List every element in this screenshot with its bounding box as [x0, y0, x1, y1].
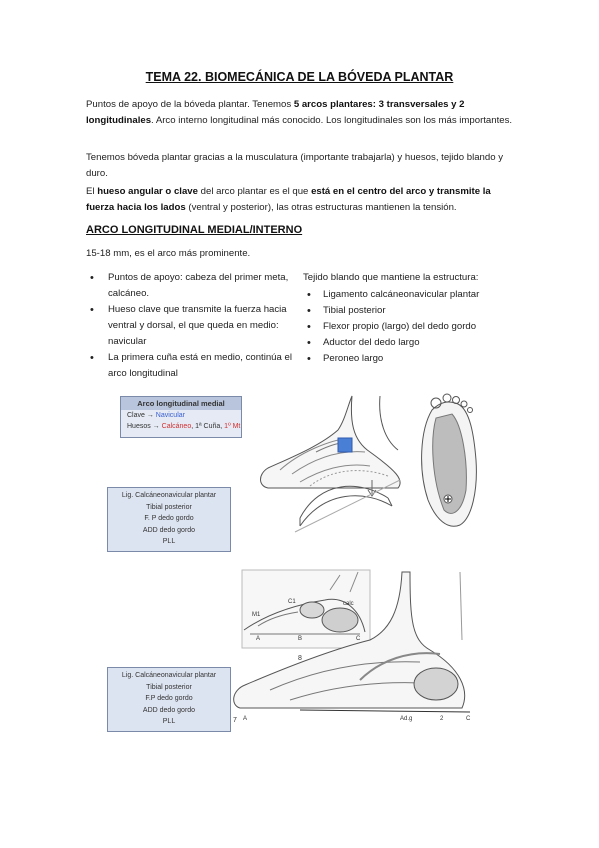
huesos-calcaneo: Calcáneo	[161, 423, 192, 430]
paragraph-hueso-bold-b: hueso angular o clave	[97, 186, 198, 197]
list-item: • Flexor propio (largo) del dedo gordo	[303, 319, 533, 335]
list-item: • Tibial posterior	[303, 303, 533, 319]
paragraph-hueso-text-c: del arco plantar es el que	[197, 186, 312, 197]
label-calc-upper: calc	[343, 601, 354, 607]
right-list-intro: Tejido blando que mantiene la estructura:	[303, 272, 479, 283]
list-item: • Aductor del dedo largo	[303, 335, 533, 351]
clave-value: Navicular	[155, 412, 185, 419]
paragraph-boveda: Tenemos bóveda plantar gracias a la musculatura (importante trabajarla) y huesos, tejido blando y duro.	[86, 152, 504, 179]
paragraph-hueso-bold-d: está en el centro del arco y transmite la fuerza hacia los lados	[86, 186, 491, 213]
list-item: • La primera cuña está en medio, continúa el arco longitudinal	[86, 350, 296, 382]
tissue-box-2-item: F.P dedo gordo	[145, 695, 193, 702]
label-a-lower: A	[243, 716, 248, 722]
label-b-upper: B	[298, 636, 303, 642]
clave-label: Clave →	[127, 412, 154, 419]
paragraph-arcs-text-c: . Arco interno longitudinal más conocido. Los longitudinales son los más importantes.	[151, 115, 513, 126]
tissue-box-2-item: Tibial posterior	[146, 683, 192, 691]
list-item: • Ligamento calcáneonavicular plantar	[303, 287, 533, 303]
huesos-mt: 1º Mt	[224, 423, 241, 430]
tissue-box-1-item: Tibial posterior	[146, 503, 192, 511]
label-2: 2	[440, 716, 444, 722]
foot-sole-view-illustration	[422, 394, 477, 526]
figure-number-8: 8	[298, 655, 302, 662]
arch-header-title: Arco longitudinal medial	[121, 397, 241, 410]
paragraph-hueso-text-a: El	[86, 186, 98, 197]
section-heading: ARCO LONGITUDINAL MEDIAL/INTERNO	[86, 224, 303, 236]
navicular-highlight	[338, 438, 352, 452]
label-m1: M1	[252, 612, 261, 618]
paragraph-arcs-text-a: Puntos de apoyo de la bóveda plantar. Tenemos	[86, 99, 294, 110]
arc-intro: 15-18 mm, es el arco más prominente.	[86, 248, 251, 259]
label-c-upper: C	[356, 636, 361, 642]
foot-bones-diagram	[242, 570, 370, 648]
document-title: TEMA 22. BIOMECÁNICA DE LA BÓVEDA PLANTAR	[145, 70, 454, 84]
paragraph-arcs-bold: 5 arcos plantares: 3 transversales y 2 longitudinales	[86, 99, 465, 126]
list-item: • Puntos de apoyo: cabeza del primer meta, calcáneo.	[86, 270, 296, 302]
tissue-box-2-item: Lig. Calcáneonavicular plantar	[121, 672, 217, 679]
tissue-box-1-item: F. P dedo gordo	[144, 515, 194, 522]
tissue-box-1-item: ADD dedo gordo	[142, 526, 196, 534]
label-c-lower: C	[466, 716, 471, 722]
label-ad-g: Ad.g	[400, 716, 413, 722]
list-item: • Hueso clave que transmite la fuerza hacia ventral y dorsal, el que queda en medio: navicular	[86, 302, 296, 350]
list-item: • Peroneo largo	[303, 351, 533, 367]
tissue-box-2-item: PLL	[162, 718, 176, 725]
figure-number-7: 7	[233, 717, 237, 724]
tissue-box-2-item: ADD dedo gordo	[142, 706, 196, 714]
label-c1: C1	[288, 599, 296, 605]
label-a-upper: A	[256, 636, 261, 642]
tissue-box-1-item: Lig. Calcáneonavicular plantar	[121, 492, 217, 499]
huesos-cuna: , 1ª Cuña,	[191, 423, 225, 430]
foot-side-view-illustration	[261, 396, 401, 488]
paragraph-hueso-text-e: (ventral y posterior), las otras estructuras mantienen la tensión.	[185, 202, 457, 213]
huesos-label: Huesos →	[127, 423, 160, 430]
tissue-box-1-item: PLL	[162, 538, 176, 545]
